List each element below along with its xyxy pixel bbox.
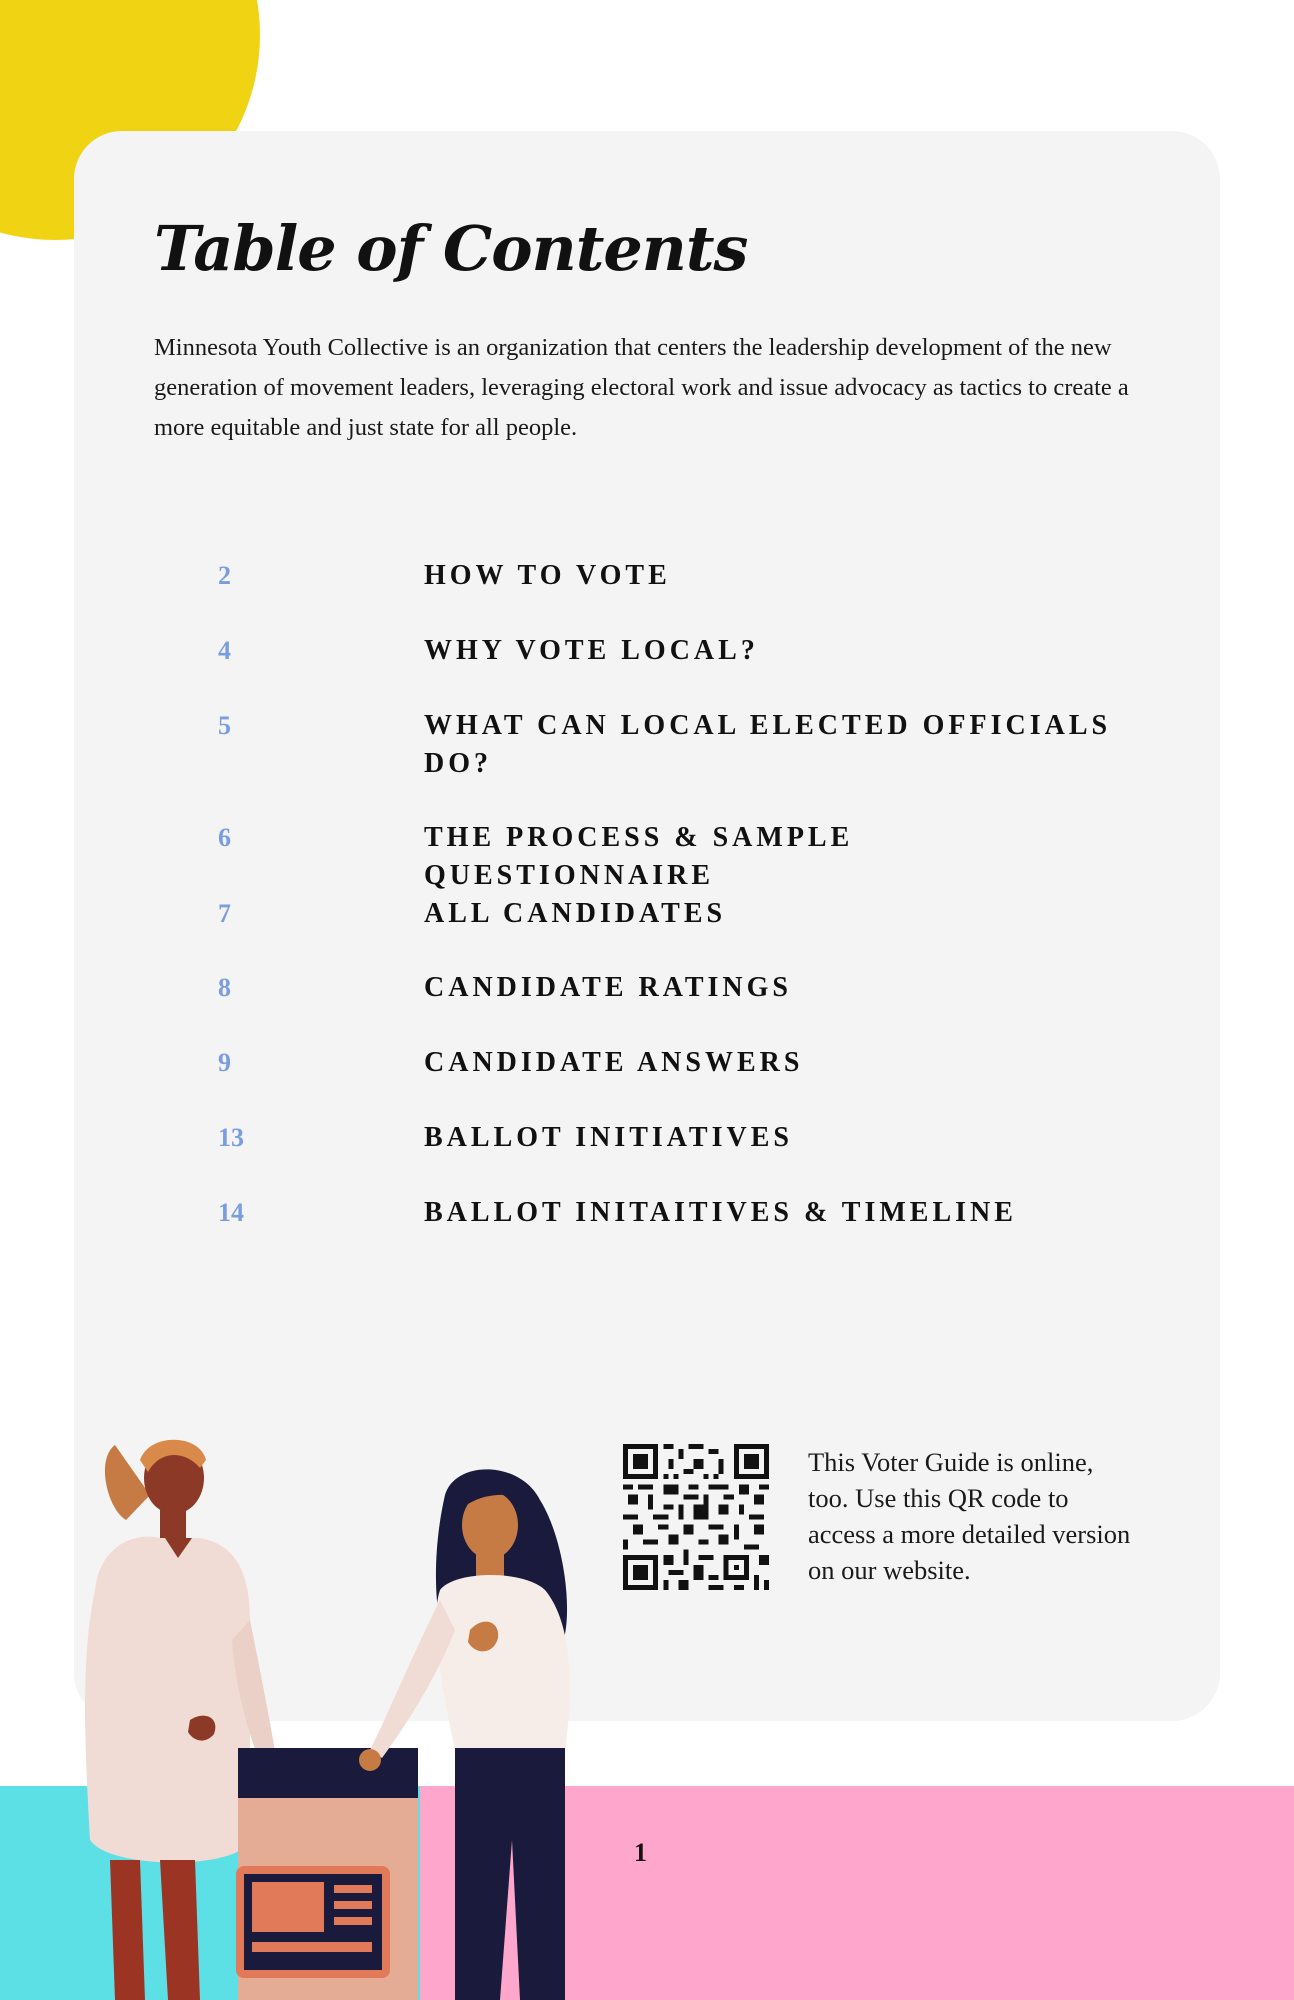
page-number: 1 <box>634 1838 647 1867</box>
toc-page-number: 8 <box>218 973 231 1002</box>
toc-label: BALLOT INITIATIVES <box>424 1122 793 1153</box>
page-title: Table of Contents <box>154 212 748 285</box>
voters-illustration <box>0 1420 600 2000</box>
qr-caption: This Voter Guide is online, too. Use this QR code to access a more detailed version on our website. <box>808 1447 1131 1585</box>
toc-label: CANDIDATE RATINGS <box>424 972 793 1003</box>
qr-code-icon[interactable] <box>623 1444 769 1590</box>
toc-label: ALL CANDIDATES <box>424 898 727 929</box>
toc-label: THE PROCESS & SAMPLE QUESTIONNAIRE <box>424 822 854 891</box>
toc-label: WHY VOTE LOCAL? <box>424 635 759 666</box>
toc-page-number: 2 <box>218 561 231 590</box>
toc-label: WHAT CAN LOCAL ELECTED OFFICIALS DO? <box>424 710 1112 779</box>
toc-page-number: 6 <box>218 823 231 852</box>
toc-page-number: 9 <box>218 1048 231 1077</box>
intro-paragraph: Minnesota Youth Collective is an organization that centers the leadership development of the new generation of movement leaders, leveraging electoral work and issue advocacy as tactics to create a more equitable and just state for all people. <box>154 334 1129 441</box>
toc-page-number: 5 <box>218 711 231 740</box>
ballot-box <box>236 1748 418 2000</box>
toc-page-number: 13 <box>218 1123 244 1152</box>
toc-page-number: 7 <box>218 899 231 928</box>
toc-page-number: 4 <box>218 636 231 665</box>
toc-page-number: 14 <box>218 1198 244 1227</box>
toc-label: BALLOT INITAITIVES & TIMELINE <box>424 1197 1017 1228</box>
toc-label: CANDIDATE ANSWERS <box>424 1047 804 1078</box>
toc-label: HOW TO VOTE <box>424 560 671 591</box>
